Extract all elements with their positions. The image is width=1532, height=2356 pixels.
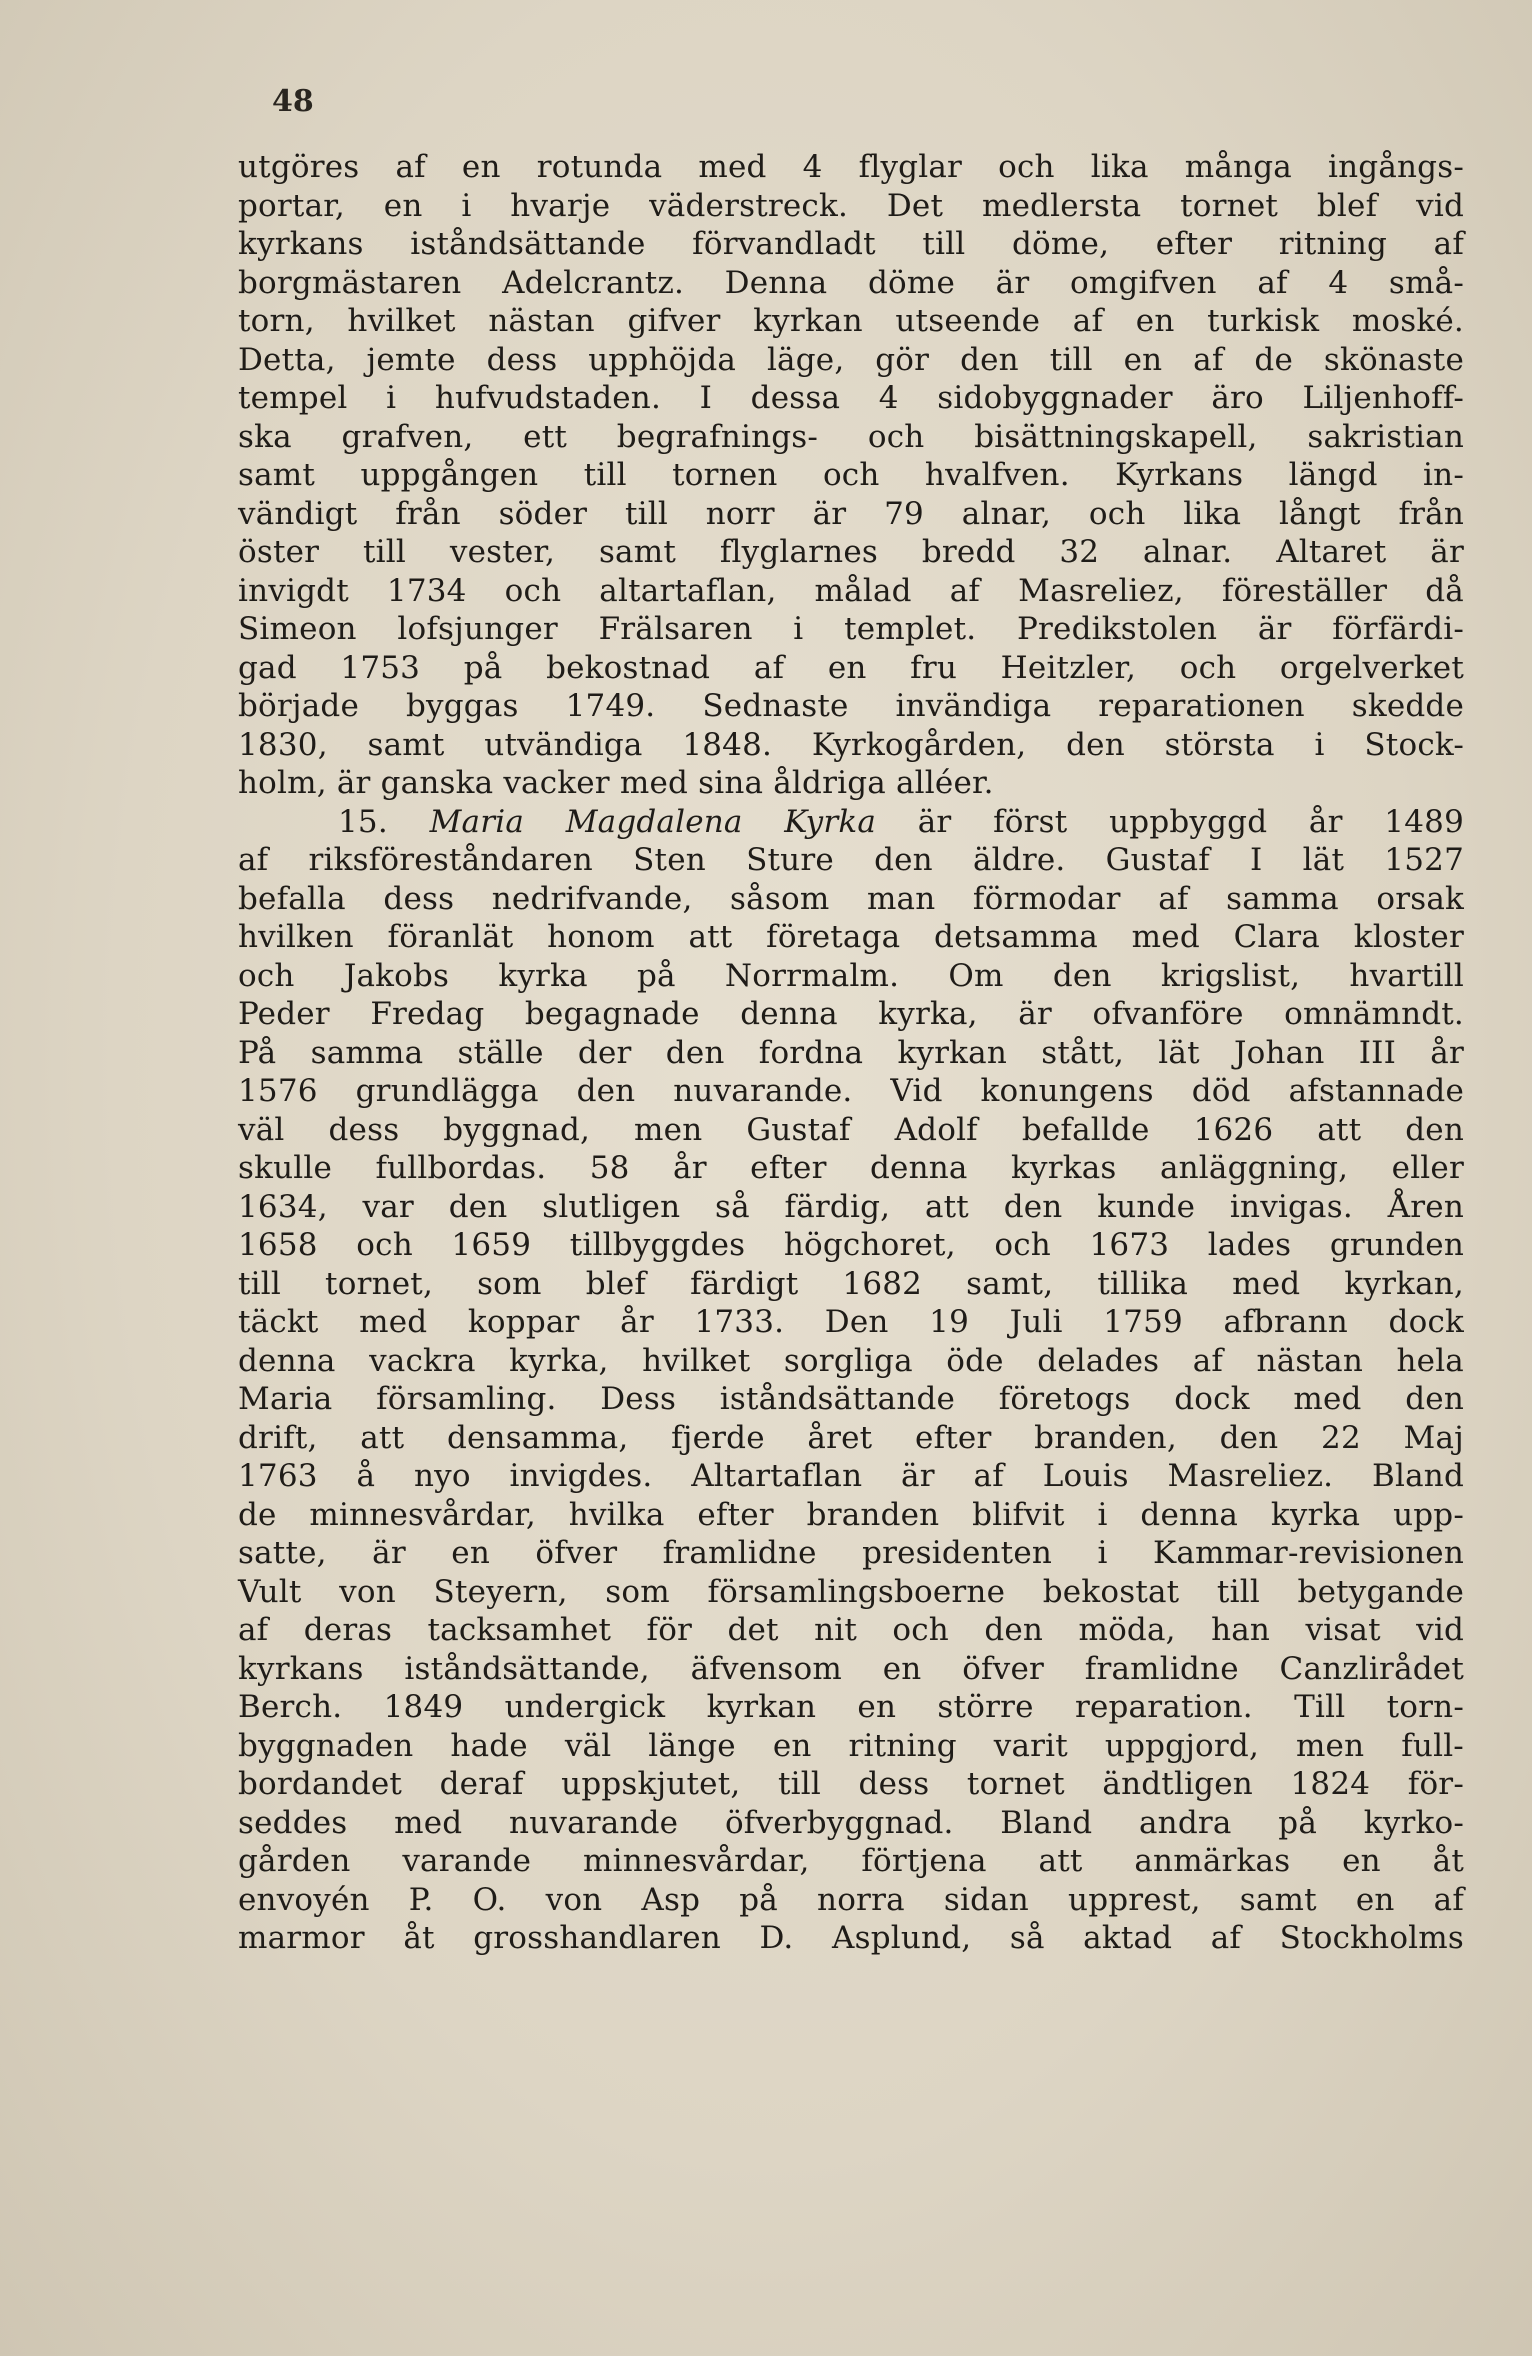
text-line: kyrkans iståndsättande, äfvensom en öfver framlidne Canzlirådet [238, 1650, 1464, 1687]
text-line: Peder Fredag begagnade denna kyrka, är ofvanföre omnämndt. [238, 996, 1464, 1032]
text-line: denna vackra kyrka, hvilket sorgliga öde delades af nästan hela [238, 1342, 1464, 1379]
text-line: befalla dess nedrifvande, såsom man förmodar af samma orsak [238, 880, 1464, 917]
text-line: ska grafven, ett begrafnings- och bisättningskapell, sakristian [238, 418, 1464, 455]
text-line: bordandet deraf uppskjutet, till dess tornet ändtligen 1824 för- [238, 1766, 1464, 1802]
text-line: Maria församling. Dess iståndsättande företogs dock med den [238, 1381, 1464, 1417]
text-line: skulle fullbordas. 58 år efter denna kyrkas anläggning, eller [238, 1150, 1464, 1186]
text-line: af riksföreståndaren Sten Sture den äldre. Gustaf I lät 1527 [238, 842, 1464, 878]
text-line: täckt med koppar år 1733. Den 19 Juli 1759 afbrann dock [238, 1304, 1464, 1340]
text-line: Detta, jemte dess upphöjda läge, gör den till en af de skönaste [238, 341, 1464, 378]
text-line: Berch. 1849 undergick kyrkan en större reparation. Till torn- [238, 1689, 1464, 1725]
text-line: holm, är ganska vacker med sina åldriga alléer. [238, 765, 994, 801]
text-line: väl dess byggnad, men Gustaf Adolf befallde 1626 att den [238, 1111, 1464, 1148]
text-line: 1658 och 1659 tillbyggdes högchoret, och 1673 lades grunden [238, 1227, 1464, 1263]
text-line: satte, är en öfver framlidne presidenten i Kammar-revisionen [238, 1535, 1464, 1571]
section-first-line-rest: är först uppbyggd år 1489 [917, 803, 1465, 840]
text-line: portar, en i hvarje väderstreck. Det medlersta tornet blef vid [238, 187, 1464, 224]
text-line: torn, hvilket nästan gifver kyrkan utseende af en turkisk moské. [238, 303, 1464, 339]
text-line: seddes med nuvarande öfverbyggnad. Bland andra på kyrko- [238, 1804, 1464, 1841]
text-line: drift, att densamma, fjerde året efter branden, den 22 Maj [238, 1419, 1464, 1456]
text-line: öster till vester, samt flyglarnes bredd 32 alnar. Altaret är [238, 534, 1464, 570]
text-line: utgöres af en rotunda med 4 flyglar och lika många ingångs- [238, 149, 1464, 185]
text-line: gården varande minnesvårdar, förtjena att anmärkas en åt [238, 1843, 1464, 1879]
text-line: envoyén P. O. von Asp på norra sidan upprest, samt en af [238, 1881, 1464, 1918]
text-line: På samma ställe der den fordna kyrkan stått, lät Johan III år [238, 1034, 1464, 1071]
text-line: invigdt 1734 och altartaflan, målad af Masreliez, föreställer då [238, 572, 1464, 609]
text-line: 1634, var den slutligen så färdig, att den kunde invigas. Åren [238, 1188, 1464, 1225]
text-line: samt uppgången till tornen och hvalfven. Kyrkans längd in- [238, 457, 1464, 493]
text-line: 1576 grundlägga den nuvarande. Vid konungens död afstannade [238, 1073, 1464, 1109]
text-line: gad 1753 på bekostnad af en fru Heitzler, och orgelverket [238, 649, 1464, 686]
text-line: Vult von Steyern, som församlingsboerne bekostat till betygande [238, 1573, 1464, 1610]
text-line: marmor åt grosshandlaren D. Asplund, så aktad af Stockholms [238, 1920, 1464, 1956]
section-title: Maria Magdalena Kyrka [429, 803, 877, 840]
text-line: 1763 å nyo invigdes. Altartaflan är af Louis Masreliez. Bland [238, 1458, 1464, 1494]
text-line: byggnaden hade väl länge en ritning varit uppgjord, men full- [238, 1727, 1464, 1764]
text-line: 1830, samt utvändiga 1848. Kyrkogården, den största i Stock- [238, 726, 1464, 763]
section-number: 15. [338, 803, 388, 840]
text-line: hvilken föranlät honom att företaga detsamma med Clara kloster [238, 919, 1464, 955]
text-line: borgmästaren Adelcrantz. Denna döme är omgifven af 4 små- [238, 264, 1464, 301]
text-line: vändigt från söder till norr är 79 alnar, och lika långt från [238, 495, 1464, 532]
body-text [238, 148, 1464, 1958]
text-line: tempel i hufvudstaden. I dessa 4 sidobyggnader äro Liljenhoff- [238, 380, 1464, 416]
text-line: kyrkans iståndsättande förvandladt till döme, efter ritning af [238, 226, 1464, 262]
text-line: började byggas 1749. Sednaste invändiga reparationen skedde [238, 688, 1464, 724]
text-line: af deras tacksamhet för det nit och den möda, han visat vid [238, 1612, 1464, 1648]
page-number: 48 [272, 84, 314, 119]
text-line: de minnesvårdar, hvilka efter branden blifvit i denna kyrka upp- [238, 1496, 1464, 1533]
text-line: till tornet, som blef färdigt 1682 samt, tillika med kyrkan, [238, 1265, 1464, 1302]
text-line: och Jakobs kyrka på Norrmalm. Om den krigslist, hvartill [238, 957, 1464, 994]
paragraph-heading-line [238, 803, 1464, 842]
text-line: Simeon lofsjunger Frälsaren i templet. Predikstolen är förfärdi- [238, 611, 1464, 647]
